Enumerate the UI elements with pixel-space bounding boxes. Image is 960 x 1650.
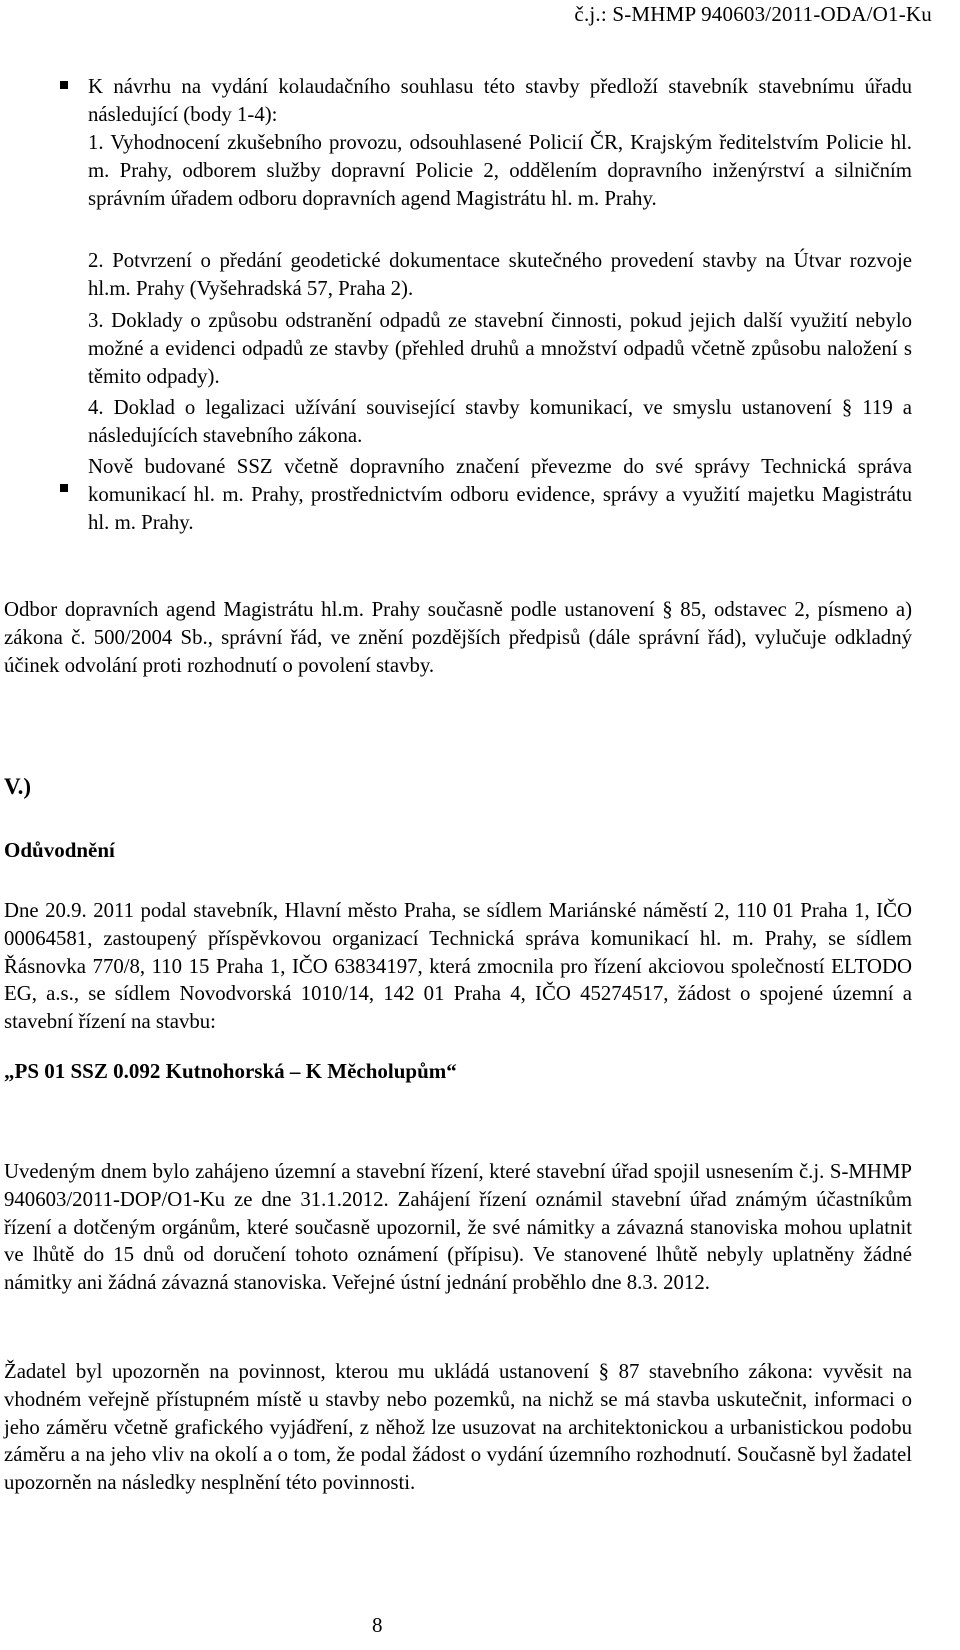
paragraph-odkladny-ucinek: Odbor dopravních agend Magistrátu hl.m. Prahy současně podle ustanovení § 85, odstavec 2, písmeno a) zákona č. 500/2004 Sb., správní řád, ve znění pozdějších předpisů (dále správní řád), vylučuje odkladný účinek odvolání proti rozhodnutí o povolení stavby. bbox=[4, 598, 912, 677]
document-reference-number: č.j.: S-MHMP 940603/2011-ODA/O1-Ku bbox=[574, 2, 932, 26]
construction-name: „PS 01 SSZ 0.092 Kutnohorská – K Měcholupům“ bbox=[4, 1059, 457, 1083]
bullet-intro-text: K návrhu na vydání kolaudačního souhlasu této stavby předloží stavebník stavebnímu úřadu následující (body 1-4): bbox=[88, 75, 912, 126]
list-item-3: 3. Doklady o způsobu odstranění odpadů ze stavební činnosti, pokud jejich další využití nebylo možné a evidenci odpadů ze stavby (přehled druhů a množství odpadů včetně způsobu naložení s těmito odpady). bbox=[88, 309, 912, 388]
list-item-2: 2. Potvrzení o předání geodetické dokumentace skutečného provedení stavby na Útvar rozvoje hl.m. Prahy (Vyšehradská 57, Praha 2). bbox=[88, 249, 912, 300]
section-title: Odůvodnění bbox=[4, 838, 115, 862]
paragraph-povinnost: Žadatel byl upozorněn na povinnost, kterou mu ukládá ustanovení § 87 stavebního zákona: vyvěsit na vhodném veřejně přístupném místě u stavby nebo pozemků, na nichž se má stavba uskutečnit, informaci o jeho záměru včetně grafického vyjádření, z něhož lze usuzovat na architektonickou a urbanistickou podobu záměru a na jeho vliv na okolí a o tom, že podal žádost o vydání územního rozhodnutí. Současně byl žadatel upozorněn na následky nesplnění této povinnosti. bbox=[4, 1360, 912, 1495]
paragraph-zahajeni: Uvedeným dnem bylo zahájeno územní a stavební řízení, které stavební úřad spojil usnesením č.j. S-MHMP 940603/2011-DOP/O1-Ku ze dne 31.1.2012. Zahájení řízení oznámil stavební úřad známým účastníkům řízení a dotčeným orgánům, které současně upozornil, že své námitky a závazná stanoviska mohou uplatnit ve lhůtě do 15 dnů od doručení tohoto oznámení (přípisu). Ve stanovené lhůtě nebyly uplatněny žádné námitky ani žádná závazná stanoviska. Veřejné ústní jednání proběhlo dne 8.3. 2012. bbox=[4, 1160, 912, 1295]
section-number: V.) bbox=[4, 774, 32, 799]
list-item-4: 4. Doklad o legalizaci užívání související stavby komunikací, ve smyslu ustanovení § 119 a následujících stavebního zákona. bbox=[88, 396, 912, 447]
page-number: 8 bbox=[372, 1613, 383, 1637]
list-item-1: 1. Vyhodnocení zkušebního provozu, odsouhlasené Policií ČR, Krajským ředitelstvím Policie hl. m. Prahy, odborem služby dopravní Policie 2, oddělením dopravního inženýrství a silničním správním úřadem odboru dopravních agend Magistrátu hl. m. Prahy. bbox=[88, 131, 912, 210]
paragraph-zadost: Dne 20.9. 2011 podal stavebník, Hlavní město Praha, se sídlem Mariánské náměstí 2, 110 01 Praha 1, IČO 00064581, zastoupený příspěvkovou organizací Technická správa komunikací hl. m. Prahy, se sídlem Řásnovka 770/8, 110 15 Praha 1, IČO 63834197, která zmocnila pro řízení akciovou společností ELTODO EG, a.s., se sídlem Novodvorská 1010/14, 142 01 Praha 4, IČO 45274517, žádost o spojené územní a stavební řízení na stavbu: bbox=[4, 899, 912, 1034]
bullet-tsk-text: Nově budované SSZ včetně dopravního značení převezme do své správy Technická správa komunikací hl. m. Prahy, prostřednictvím odboru evidence, správy a využití majetku Magistrátu hl. m. Prahy. bbox=[88, 455, 912, 534]
